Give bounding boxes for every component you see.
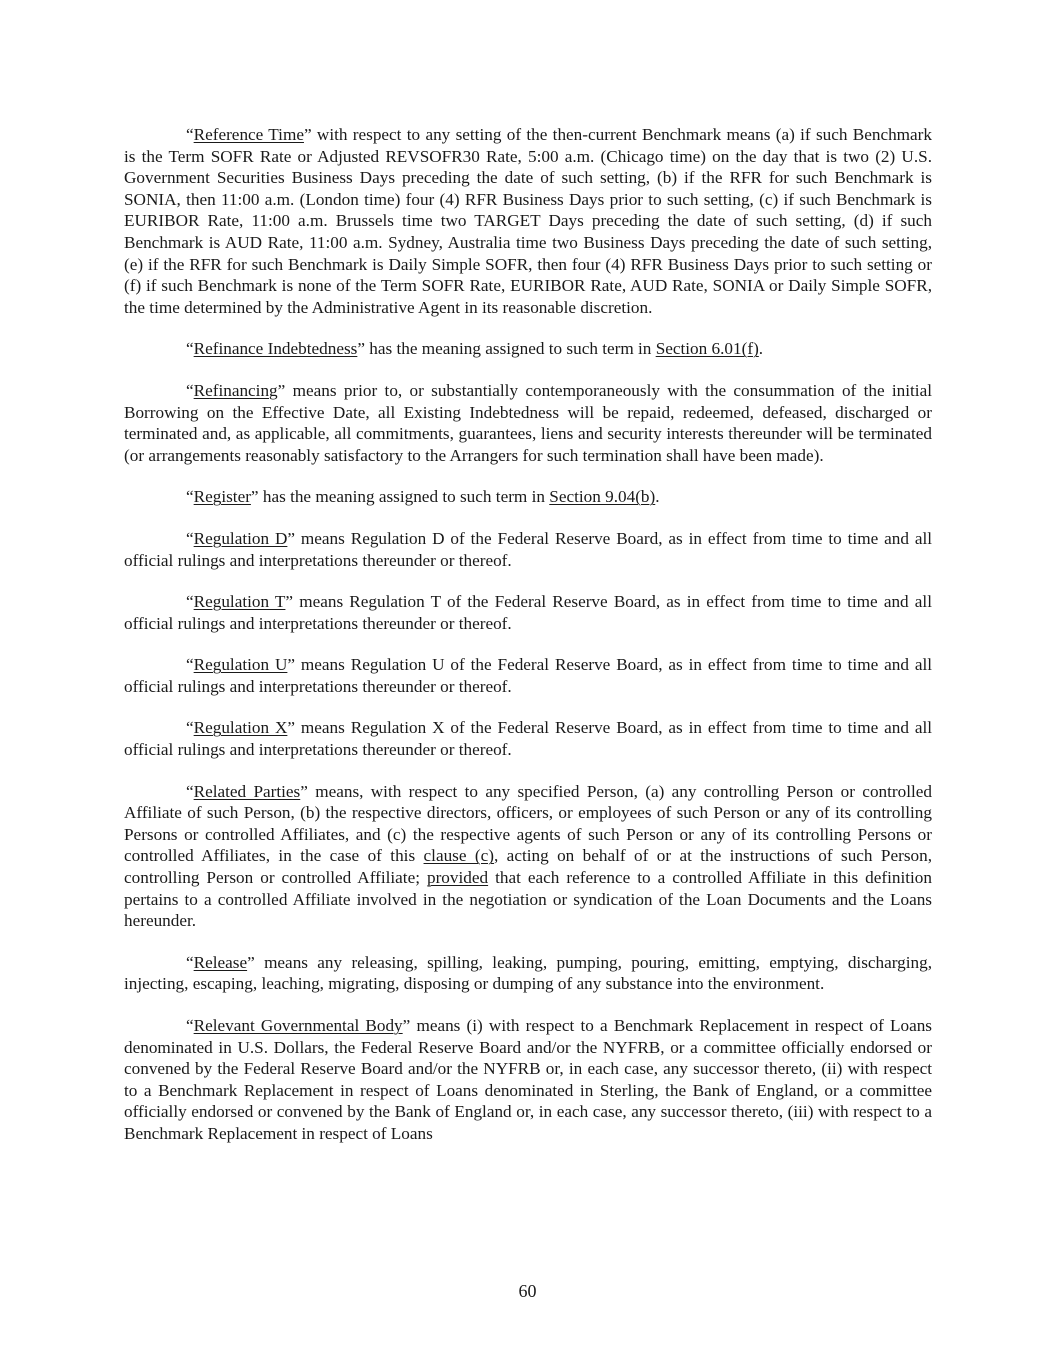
defined-term: Related Parties xyxy=(193,781,301,801)
definition-text: . xyxy=(758,339,764,359)
definition-paragraph: “Refinance Indebtedness” has the meaning assigned to such term in Section 6.01(f). xyxy=(186,339,764,359)
defined-term: Register xyxy=(193,487,251,507)
definition-paragraph: “Register” has the meaning assigned to such term in Section 9.04(b). xyxy=(186,487,660,507)
cross-reference: provided xyxy=(426,868,489,888)
defined-term: Relevant Governmental Body xyxy=(193,1016,403,1035)
cross-reference: Section 6.01(f) xyxy=(655,339,759,359)
definition-text: , acting on behalf of or at the instructions of such Person, controlling Person or controlled Affiliate; xyxy=(124,846,932,888)
defined-term: Reference Time xyxy=(193,125,304,144)
definition-text: with respect to any setting of the then-current Benchmark means (a) if such Benchmark is the Term SOFR Rate or Adjusted REVSOFR30 Rate, 5:00 a.m. (Chicago time) on the day that is two (2) U.S. Government Securities Business Days preceding the date of such setting, (b) if the RFR for such Benchmark is SONIA, then 11:00 a.m. (London time) four (4) RFR Business Days prior to such setting, (c) if such Benchmark is EURIBOR Rate, 11:00 a.m. Brussels time two TARGET Days preceding the date of such setting, (d) if such Benchmark is AUD Rate, 11:00 a.m. Sydney, Australia time two Business Days preceding the date of such setting, (e) if the RFR for such Benchmark is Daily Simple SOFR, then four (4) RFR Business Days prior to such setting or (f) if such Benchmark is none of the Term SOFR Rate, EURIBOR Rate, AUD Rate, SONIA or Daily Simple SOFR, the time determined by the Administrative Agent in its reasonable discretion. xyxy=(124,125,932,317)
definition-text: means Regulation U of the Federal Reserve Board, as in effect from time to time and all official rulings and interpretations thereunder or thereof. xyxy=(124,655,932,696)
defined-term: Regulation D xyxy=(193,528,288,548)
definition-paragraph: “Refinancing” means prior to, or substantially contemporaneously with the consummation of the initial Borrowing on the Effective Date, all Existing Indebtedness will be repaid, redeemed, defeased, discharged or terminated and, as applicable, all commitments, guarantees, liens and security interests thereunder will be terminated (or arrangements reasonably satisfactory to the Arrangers for such termination shall have been made). xyxy=(124,380,932,465)
definition-text: means Regulation X of the Federal Reserve Board, as in effect from time to time and all official rulings and interpretations thereunder or thereof. xyxy=(124,718,932,760)
definition-paragraph: “Regulation D” means Regulation D of the Federal Reserve Board, as in effect from time to time and all official rulings and interpretations thereunder or thereof. xyxy=(124,528,932,570)
cross-reference: Section 9.04(b) xyxy=(549,487,656,507)
definition-paragraph: “Regulation U” means Regulation U of the Federal Reserve Board, as in effect from time to time and all official rulings and interpretations thereunder or thereof. xyxy=(124,655,932,696)
definition-text: . xyxy=(655,487,660,507)
definition-paragraph: “Regulation X” means Regulation X of the Federal Reserve Board, as in effect from time to time and all official rulings and interpretations thereunder or thereof. xyxy=(124,718,932,760)
definition-text: has the meaning assigned to such term in xyxy=(258,487,550,507)
defined-term: Regulation X xyxy=(193,718,288,738)
definition-text: means Regulation T of the Federal Reserve Board, as in effect from time to time and all official rulings and interpretations thereunder or thereof. xyxy=(124,592,932,633)
definition-text: means any releasing, spilling, leaking, pumping, pouring, emitting, emptying, discharging, injecting, escaping, leaching, migrating, disposing or dumping of any substance into the environment. xyxy=(124,952,932,994)
definition-text: means (i) with respect to a Benchmark Replacement in respect of Loans denominated in U.S. Dollars, the Federal Reserve Board and/or the NYFRB, or a committee officially endorsed or convened by the Federal Reserve Board and/or the NYFRB or, in each case, any successor thereto, (ii) with respect to a Benchmark Replacement in respect of Loans denominated in Sterling, the Bank of England, or a committee officially endorsed or convened by the Bank of England or, in each case, any successor thereto, (iii) with respect to a Benchmark Replacement in respect of Loans xyxy=(124,1016,932,1143)
definition-text: has the meaning assigned to such term in xyxy=(364,339,656,359)
defined-term: Refinancing xyxy=(193,380,278,400)
definition-paragraph: “Release” means any releasing, spilling, leaking, pumping, pouring, emitting, emptying, discharging, injecting, escaping, leaching, migrating, disposing or dumping of any substance into the environment. xyxy=(124,952,932,994)
defined-term: Regulation T xyxy=(193,592,286,612)
definition-paragraph: “Regulation T” means Regulation T of the Federal Reserve Board, as in effect from time to time and all official rulings and interpretations thereunder or thereof. xyxy=(124,592,932,633)
definition-paragraph: “Related Parties” means, with respect to any specified Person, (a) any controlling Person or controlled Affiliate of such Person, (b) the respective directors, officers, or employees of such Person or any of its controlling Persons or controlled Affiliates, and (c) the respective agents of such Person or any of its controlling Persons or controlled Affiliates, in the case of this clause (c), acting on behalf of or at the instructions of such Person, controlling Person or controlled Affiliate; provided that each reference to a controlled Affiliate in this definition pertains to a controlled Affiliate involved in the negotiation or syndication of the Loan Documents and the Loans hereunder. xyxy=(124,781,932,931)
definition-text: means Regulation D of the Federal Reserve Board, as in effect from time to time and all official rulings and interpretations thereunder or thereof. xyxy=(124,528,932,570)
page-number: 60 xyxy=(518,1281,537,1301)
definition-text: means prior to, or substantially contemporaneously with the consummation of the initial Borrowing on the Effective Date, all Existing Indebtedness will be repaid, redeemed, defeased, discharged or terminated and, as applicable, all commitments, guarantees, liens and security interests thereunder will be terminated (or arrangements reasonably satisfactory to the Arrangers for such termination shall have been made). xyxy=(124,380,932,465)
definition-text: means, with respect to any specified Person, (a) any controlling Person or controlled Affiliate of such Person, (b) the respective directors, officers, or employees of such Person or any of its controlling Persons or controlled Affiliates, and (c) the respective agents of such Person or any of its controlling Persons or controlled Affiliates, in the case of this xyxy=(124,781,932,866)
definition-text: that each reference to a controlled Affiliate in this definition pertains to a controlled Affiliate involved in the negotiation or syndication of the Loan Documents and the Loans hereunder. xyxy=(124,868,932,931)
definition-paragraph: “Relevant Governmental Body” means (i) with respect to a Benchmark Replacement in respect of Loans denominated in U.S. Dollars, the Federal Reserve Board and/or the NYFRB, or a committee officially endorsed or convened by the Federal Reserve Board and/or the NYFRB or, in each case, any successor thereto, (ii) with respect to a Benchmark Replacement in respect of Loans denominated in Sterling, the Bank of England, or a committee officially endorsed or convened by the Bank of England or, in each case, any successor thereto, (iii) with respect to a Benchmark Replacement in respect of Loans xyxy=(124,1016,932,1143)
defined-term: Refinance Indebtedness xyxy=(193,339,358,359)
defined-term: Release xyxy=(193,952,248,972)
definition-paragraph: “Reference Time” with respect to any setting of the then-current Benchmark means (a) if such Benchmark is the Term SOFR Rate or Adjusted REVSOFR30 Rate, 5:00 a.m. (Chicago time) on the day that is two (2) U.S. Government Securities Business Days preceding the date of such setting, (b) if the RFR for such Benchmark is SONIA, then 11:00 a.m. (London time) four (4) RFR Business Days prior to such setting, (c) if such Benchmark is EURIBOR Rate, 11:00 a.m. Brussels time two TARGET Days preceding the date of such setting, (d) if such Benchmark is AUD Rate, 11:00 a.m. Sydney, Australia time two Business Days preceding the date of such setting, (e) if the RFR for such Benchmark is Daily Simple SOFR, then four (4) RFR Business Days prior to such setting or (f) if such Benchmark is none of the Term SOFR Rate, EURIBOR Rate, AUD Rate, SONIA or Daily Simple SOFR, the time determined by the Administrative Agent in its reasonable discretion. xyxy=(124,125,932,317)
definitions-body xyxy=(124,124,932,1165)
cross-reference: clause (c) xyxy=(423,846,494,866)
defined-term: Regulation U xyxy=(193,655,288,675)
